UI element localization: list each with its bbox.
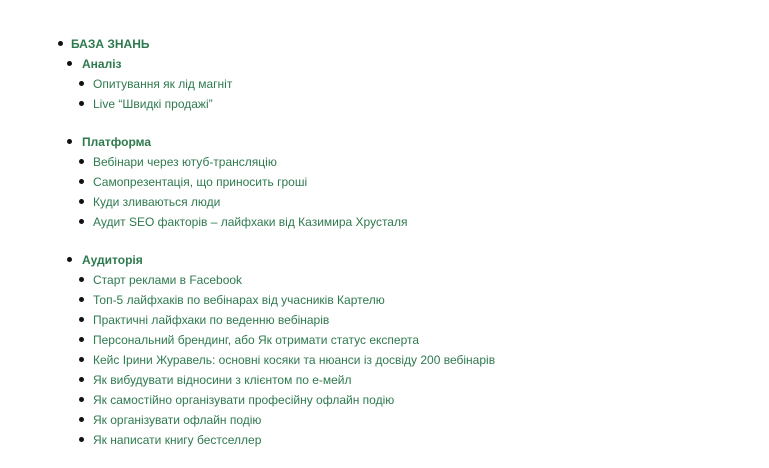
article-link[interactable]: Як написати книгу бестселлер [93,433,262,447]
bullet-icon [79,317,84,322]
list-item[interactable] [0,350,769,370]
article-link[interactable]: Як самостійно організувати професійну офлайн подію [93,393,395,407]
bullet-icon [79,277,84,282]
bullet-icon [79,101,84,106]
spacer [0,232,769,250]
list-item[interactable] [0,430,769,450]
list-item[interactable] [0,310,769,330]
bullet-icon [79,199,84,204]
bullet-icon [79,297,84,302]
section-heading-platform[interactable] [0,132,769,152]
article-link[interactable]: Live “Швидкі продажі” [93,97,213,111]
list-item[interactable] [0,270,769,290]
article-link[interactable]: Практичні лайфхаки по веденню вебінарів [93,313,330,327]
article-link[interactable]: Як організувати офлайн подію [93,413,262,427]
article-link[interactable]: Кейс Ірини Журавель: основні косяки та нюанси із досвіду 200 вебінарів [93,353,496,367]
list-item[interactable] [0,212,769,232]
knowledge-base-title[interactable]: БАЗА ЗНАНЬ [71,37,150,51]
list-item[interactable] [0,152,769,172]
list-item-knowledge-base[interactable] [0,34,769,54]
list-item[interactable] [0,410,769,430]
section-title[interactable]: Платформа [82,135,152,149]
article-link[interactable]: Аудит SEO факторів – лайфхаки від Казимира Хрусталя [93,215,408,229]
bullet-icon [67,61,72,66]
section-title[interactable]: Аудиторія [82,253,143,267]
list-item[interactable] [0,370,769,390]
article-link[interactable]: Куди зливаються люди [93,195,221,209]
list-item[interactable] [0,192,769,212]
list-item[interactable] [0,390,769,410]
bullet-icon [79,159,84,164]
article-link[interactable]: Самопрезентація, що приносить гроші [93,175,308,189]
bullet-icon [79,437,84,442]
bullet-icon [79,397,84,402]
bullet-icon [67,139,72,144]
spacer [0,114,769,132]
article-link[interactable]: Як вибудувати відносини з клієнтом по е-мейл [93,373,352,387]
bullet-icon [58,41,63,46]
article-link[interactable]: Вебінари через ютуб-трансляцію [93,155,277,169]
list-item[interactable] [0,172,769,192]
article-link[interactable]: Старт реклами в Facebook [93,273,243,287]
list-item[interactable] [0,290,769,310]
bullet-icon [79,417,84,422]
bullet-icon [79,377,84,382]
section-heading-audience[interactable] [0,250,769,270]
article-link[interactable]: Персональний брендинг, або Як отримати статус експерта [93,333,420,347]
list-item[interactable] [0,74,769,94]
bullet-icon [79,81,84,86]
article-link[interactable]: Топ-5 лайфхаків по вебінарах від учасників Картелю [93,293,385,307]
bullet-icon [79,337,84,342]
section-title[interactable]: Аналіз [82,57,122,71]
article-link[interactable]: Опитування як лід магніт [93,77,233,91]
bullet-icon [67,257,72,262]
list-item[interactable] [0,330,769,350]
section-heading-analysis[interactable] [0,54,769,74]
bullet-icon [79,219,84,224]
bullet-icon [79,357,84,362]
list-item[interactable] [0,94,769,114]
bullet-icon [79,179,84,184]
